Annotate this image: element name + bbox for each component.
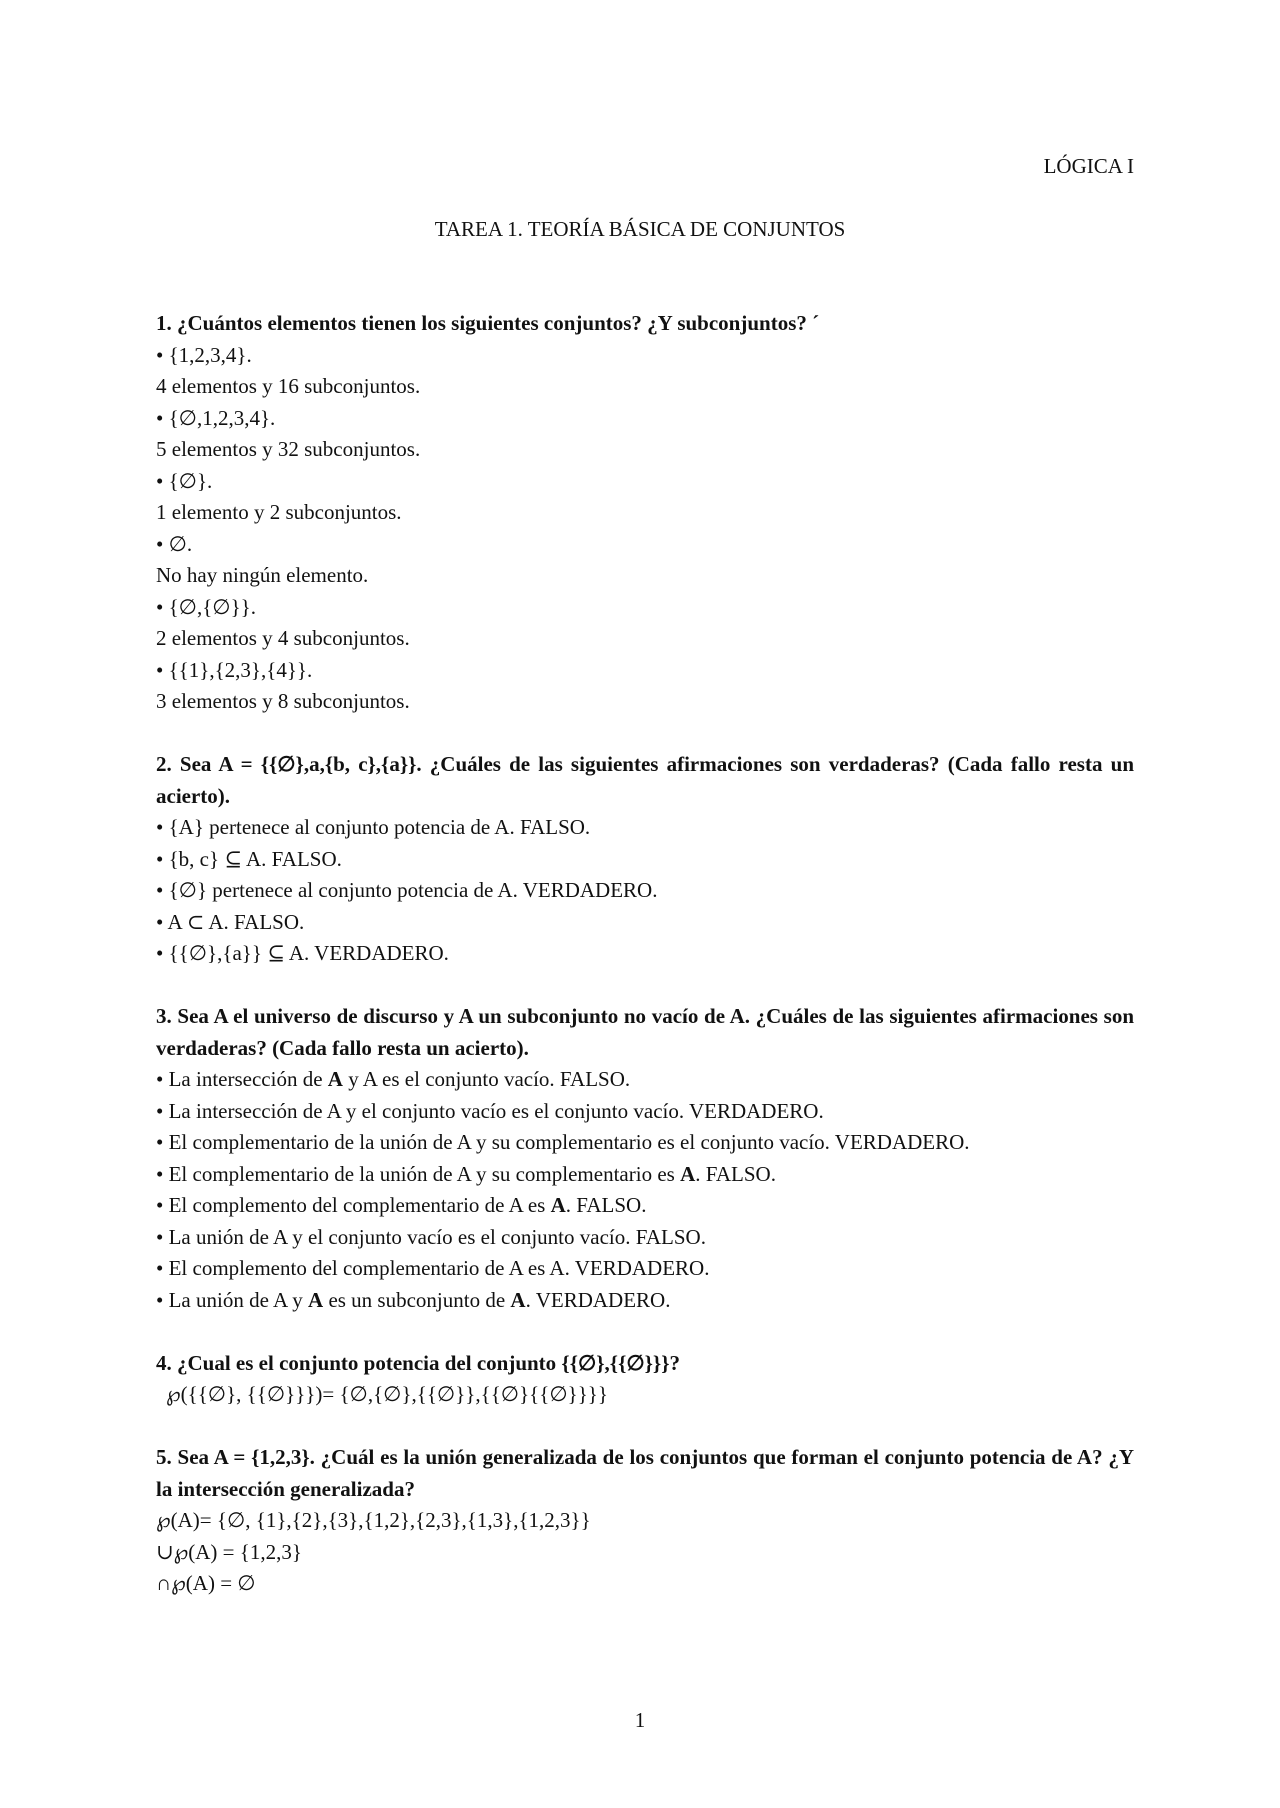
q2-item: • {∅} pertenece al conjunto potencia de A. VERDADERO.: [156, 878, 658, 902]
q1-item: 1 elemento y 2 subconjuntos.: [156, 500, 402, 524]
q2-item: • {{∅},{a}} ⊆ A. VERDADERO.: [156, 941, 449, 965]
question-3: 3. Sea A el universo de discurso y A un subconjunto no vacío de A. ¿Cuáles de las siguientes afirmaciones son verdaderas? (Cada fallo resta un acierto).: [156, 1004, 1134, 1060]
spacer: [156, 718, 1134, 750]
q4-answer: ℘({{∅}, {{∅}}})= {∅,{∅},{{∅}},{{∅}{{∅}}}}: [166, 1382, 608, 1406]
page-number: 1: [634, 1708, 646, 1732]
q1-item: • {{1},{2,3},{4}}.: [156, 657, 313, 682]
q1-item: 2 elementos y 4 subconjuntos.: [156, 626, 410, 650]
q1-item: • {∅,{∅}}.: [156, 594, 257, 619]
spacer: [156, 970, 1134, 1002]
q2-item: • {A} pertenece al conjunto potencia de A. FALSO.: [156, 815, 591, 839]
q1-item: No hay ningún elemento.: [156, 563, 369, 587]
q2-item: • A ⊂ A. FALSO.: [156, 909, 305, 934]
q5-line: ∪℘(A) = {1,2,3}: [156, 1539, 302, 1564]
q3-item: • El complemento del complementario de A es A. VERDADERO.: [156, 1256, 710, 1280]
spacer: [156, 1411, 1134, 1443]
q1-item: 3 elementos y 8 subconjuntos.: [156, 689, 410, 713]
document-body: [156, 308, 1134, 1600]
question-5: 5. Sea A = {1,2,3}. ¿Cuál es la unión generalizada de los conjuntos que forman el conjunto potencia de A? ¿Y la intersección generalizada?: [156, 1445, 1134, 1501]
q3-item: • La unión de A y el conjunto vacío es el conjunto vacío. FALSO.: [156, 1224, 706, 1249]
q1-item: • {∅}.: [156, 468, 213, 493]
q3-item: • El complementario de la unión de A y su complementario es A. FALSO.: [156, 1161, 776, 1186]
q3-item: • La unión de A y A es un subconjunto de A. VERDADERO.: [156, 1287, 671, 1312]
q1-item: • {∅,1,2,3,4}.: [156, 405, 276, 430]
q3-item: • El complementario de la unión de A y su complementario es el conjunto vacío. VERDADERO.: [156, 1130, 970, 1154]
q3-item: • La intersección de A y el conjunto vacío es el conjunto vacío. VERDADERO.: [156, 1098, 824, 1123]
spacer: [156, 1316, 1134, 1348]
q2-item: • {b, c} ⊆ A. FALSO.: [156, 846, 342, 871]
assignment-title: TAREA 1. TEORÍA BÁSICA DE CONJUNTOS: [434, 217, 846, 241]
q5-line: ∩℘(A) = ∅: [156, 1571, 256, 1595]
q3-item: • El complemento del complementario de A es A. FALSO.: [156, 1193, 647, 1217]
q1-item: • {1,2,3,4}.: [156, 342, 252, 367]
question-1: 1. ¿Cuántos elementos tienen los siguientes conjuntos? ¿Y subconjuntos? ´: [156, 311, 820, 335]
question-2: 2. Sea A = {{∅},a,{b, c},{a}}. ¿Cuáles de las siguientes afirmaciones son verdaderas? (Cada fallo resta un acierto).: [156, 752, 1134, 808]
course-header: LÓGICA I: [1043, 154, 1134, 178]
q1-item: 4 elementos y 16 subconjuntos.: [156, 374, 421, 398]
q3-item: • La intersección de A y A es el conjunto vacío. FALSO.: [156, 1067, 631, 1091]
q5-line: ℘(A)= {∅, {1},{2},{3},{1,2},{2,3},{1,3},{1,2,3}}: [156, 1508, 591, 1532]
q1-item: 5 elementos y 32 subconjuntos.: [156, 437, 421, 461]
q1-item: • ∅.: [156, 531, 193, 556]
question-4: 4. ¿Cual es el conjunto potencia del conjunto {{∅},{{∅}}}?: [156, 1350, 680, 1375]
